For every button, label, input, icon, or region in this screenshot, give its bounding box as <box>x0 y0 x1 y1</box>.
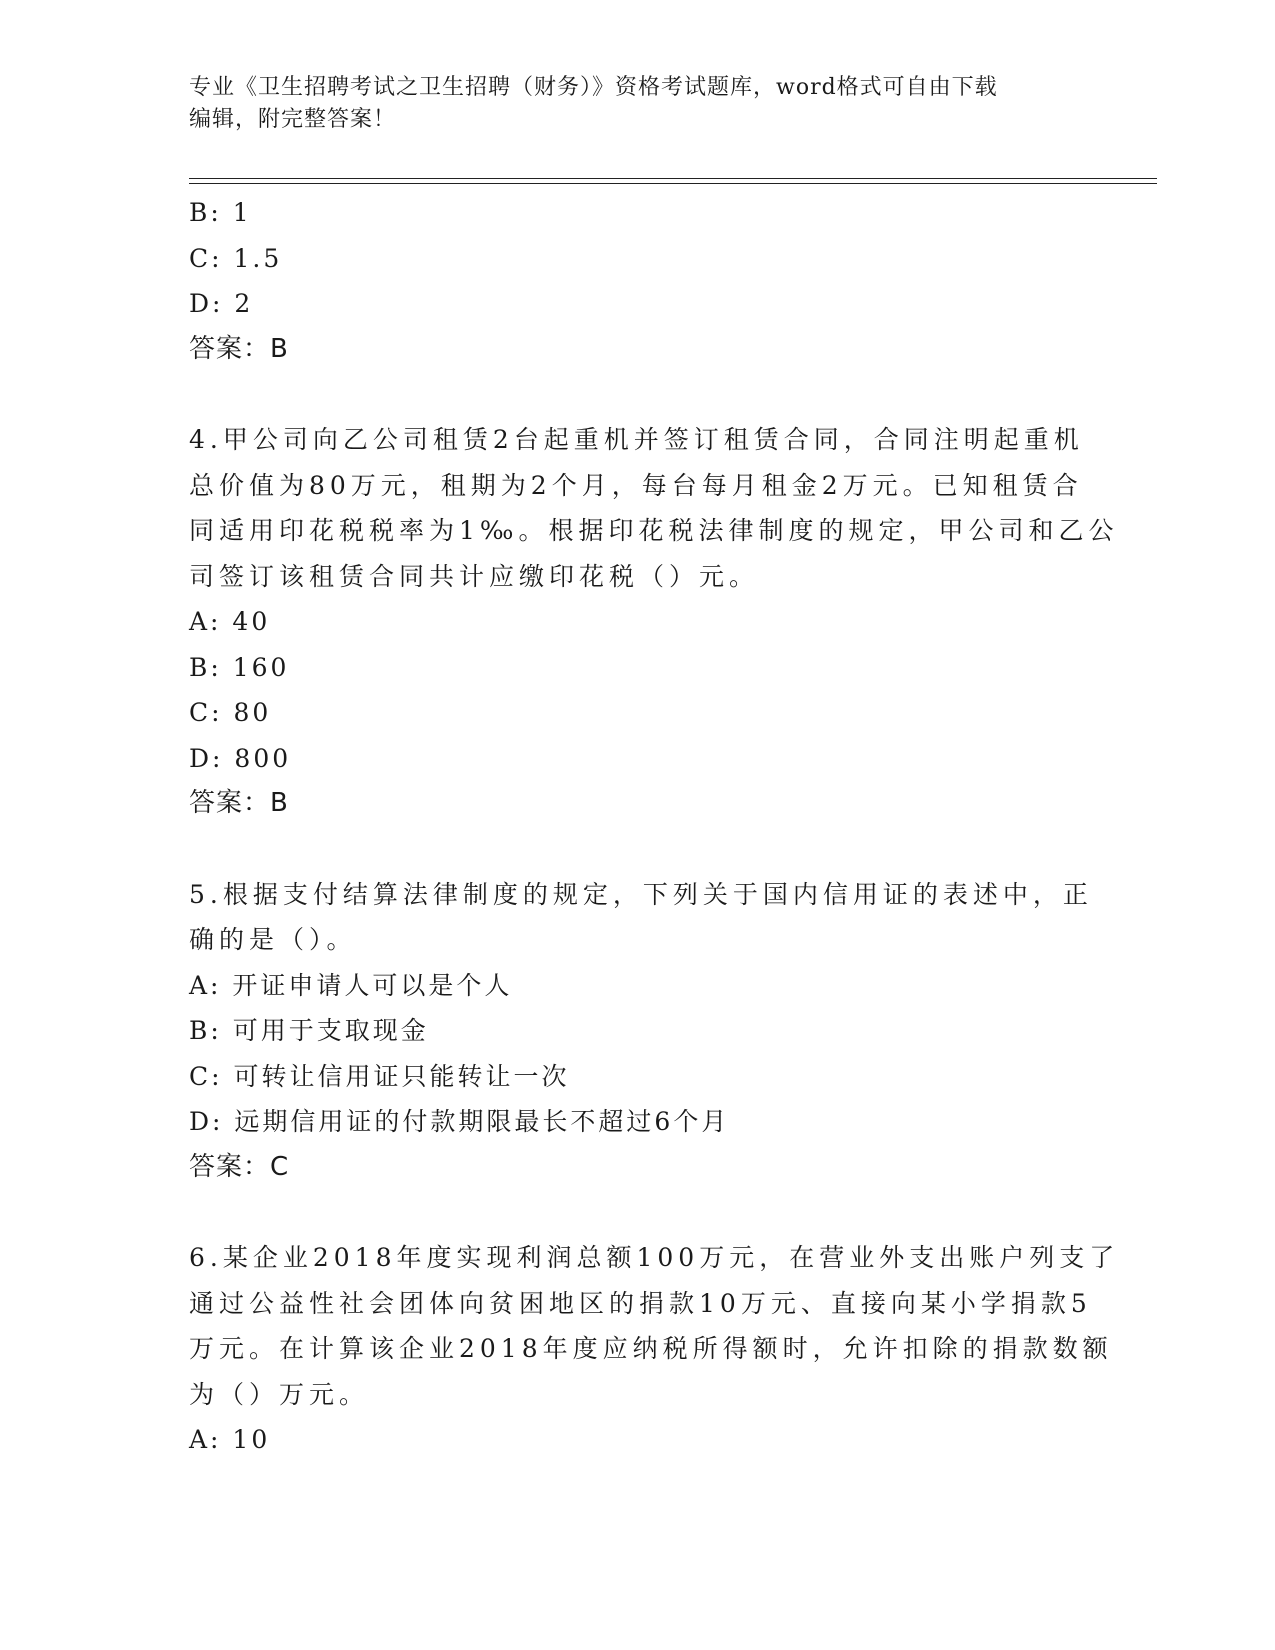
header-divider-top <box>189 178 1157 179</box>
question-stem-line: 6.某企业2018年度实现利润总额100万元，在营业外支出账户列支了 <box>189 1243 1120 1272</box>
option-a: A: 40 <box>189 607 271 636</box>
header-line-1: 专业《卫生招聘考试之卫生招聘（财务）》资格考试题库，word格式可自由下载 <box>189 75 998 100</box>
spacer <box>189 372 1089 417</box>
question-stem-line: 为（）万元。 <box>189 1379 370 1409</box>
answer: 答案：C <box>189 1151 290 1182</box>
option-a: A: 开证申请人可以是个人 <box>189 970 513 1000</box>
document-header <box>189 72 1089 136</box>
question-content <box>189 190 1120 1463</box>
question-5 <box>189 872 1093 1191</box>
option-d: D: 远期信用证的付款期限最长不超过6个月 <box>189 1107 730 1136</box>
question-3 <box>189 190 1089 372</box>
option-c: C: 80 <box>189 698 272 727</box>
answer: 答案：B <box>189 333 289 364</box>
spacer <box>189 827 1089 872</box>
header-line-2: 编辑，附完整答案！ <box>189 107 397 132</box>
option-c: C: 1.5 <box>189 243 283 273</box>
question-stem-line: 总价值为80万元，租期为2个月，每台每月租金2万元。已知租赁合 <box>189 470 1083 500</box>
option-b: B: 可用于支取现金 <box>189 1016 429 1045</box>
option-c: C: 可转让信用证只能转让一次 <box>189 1061 570 1091</box>
answer: 答案：B <box>189 788 289 818</box>
question-6 <box>189 1235 1120 1463</box>
header-divider-bottom <box>189 183 1157 184</box>
option-d: D: 800 <box>189 743 292 773</box>
question-stem-line: 同适用印花税税率为1‰。根据印花税法律制度的规定，甲公司和乙公 <box>189 516 1119 545</box>
question-stem-line: 通过公益性社会团体向贫困地区的捐款10万元、直接向某小学捐款5 <box>189 1288 1092 1318</box>
option-b: B: 160 <box>189 652 290 682</box>
spacer <box>189 1190 1089 1235</box>
question-stem-line: 司签订该租赁合同共计应缴印花税（）元。 <box>189 561 760 591</box>
option-d: D: 2 <box>189 289 254 318</box>
question-4 <box>189 417 1119 827</box>
question-stem-line: 5.根据支付结算法律制度的规定，下列关于国内信用证的表述中，正 <box>189 879 1093 909</box>
option-a: A: 10 <box>189 1425 271 1454</box>
question-stem-line: 4.甲公司向乙公司租赁2台起重机并签订租赁合同，合同注明起重机 <box>189 425 1084 454</box>
option-b: B: 1 <box>189 198 252 227</box>
question-stem-line: 万元。在计算该企业2018年度应纳税所得额时，允许扣除的捐款数额 <box>189 1334 1113 1363</box>
question-stem-line: 确的是（）。 <box>189 925 357 954</box>
